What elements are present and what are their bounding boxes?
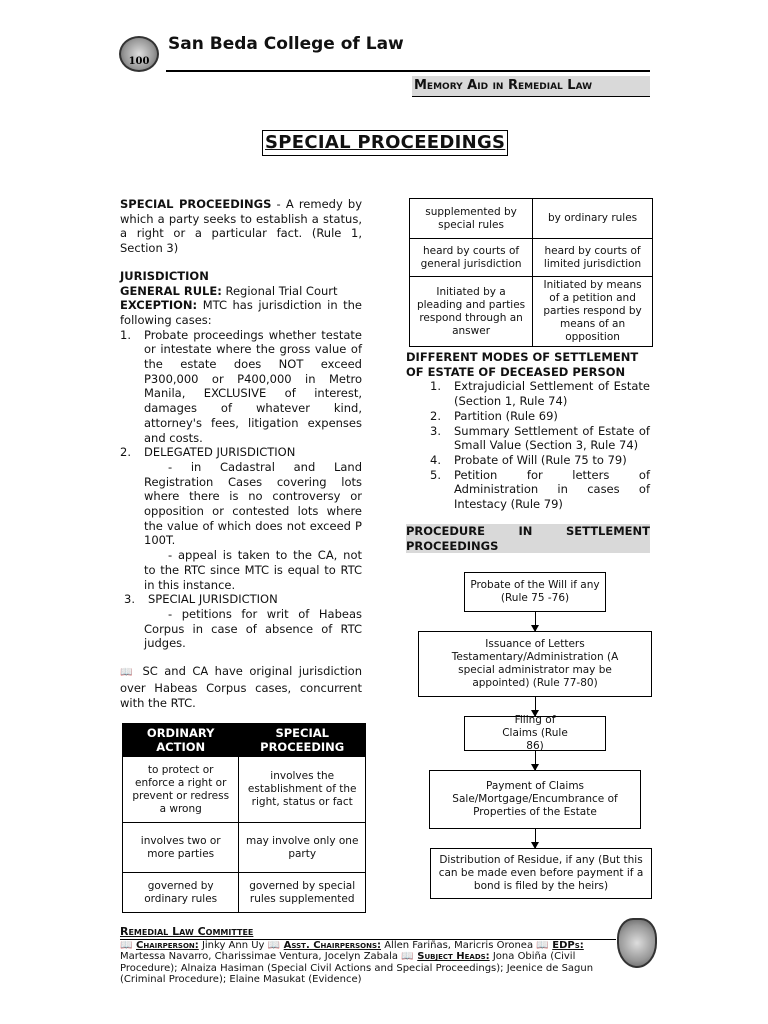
list-item-text: SPECIAL JURISDICTION bbox=[148, 592, 278, 607]
table-cell: involves the establishment of the right, status or fact bbox=[239, 757, 366, 823]
flow-arrow bbox=[535, 829, 536, 848]
note-paragraph bbox=[120, 664, 362, 710]
table-cell: Initiated by a pleading and parties respond through an answer bbox=[410, 277, 533, 347]
comparison-table-1 bbox=[122, 723, 366, 913]
list-item bbox=[120, 328, 362, 446]
modes-heading: DIFFERENT MODES OF SETTLEMENT OF ESTATE OF DECEASED PERSON bbox=[406, 350, 639, 379]
flow-step-letters: Issuance of Letters Testamentary/Administration (A special administrator may be appointed) (Rule 77-80) bbox=[418, 631, 652, 697]
general-rule bbox=[120, 284, 362, 299]
table-cell: Initiated by means of a petition and parties respond by means of an opposition bbox=[533, 277, 653, 347]
list-item bbox=[430, 468, 650, 512]
definition-paragraph bbox=[120, 197, 362, 256]
general-rule-text: Regional Trial Court bbox=[221, 283, 338, 298]
table-cell: by ordinary rules bbox=[533, 199, 653, 239]
general-rule-label: GENERAL RULE: bbox=[120, 283, 222, 298]
table-cell: governed by special rules supplemented bbox=[239, 873, 366, 913]
exception bbox=[120, 298, 362, 327]
list-item bbox=[430, 453, 650, 468]
chair-name: Jinky Ann Uy bbox=[198, 939, 268, 951]
asst-names: Allen Fariñas, Maricris Oronea bbox=[381, 939, 537, 951]
procedure-heading: PROCEDURE IN SETTLEMENT PROCEEDINGS bbox=[406, 524, 650, 553]
heads-names: Jona Obiña (Civil Procedure); Alnaiza Hasiman (Special Civil Actions and Special Proceedings); Jeenice de Sagun (Criminal Procedure); Elaine Masukat (Evidence) bbox=[120, 951, 594, 985]
delegated-detail-b: - appeal is taken to the CA, not to the RTC since MTC is equal to RTC in this instance. bbox=[144, 548, 362, 592]
left-column bbox=[120, 197, 362, 710]
list-number: 2. bbox=[120, 445, 131, 460]
flow-step-probate: Probate of the Will if any (Rule 75 -76) bbox=[464, 572, 606, 612]
college-seal-logo bbox=[119, 36, 159, 72]
table-header: SPECIAL PROCEEDING bbox=[239, 724, 366, 757]
asst-label: Asst. Chairpersons: bbox=[283, 939, 382, 951]
book-icon: 📖 bbox=[401, 951, 414, 962]
list-item bbox=[120, 445, 362, 460]
table-cell: governed by ordinary rules bbox=[123, 873, 239, 913]
book-icon: 📖 bbox=[120, 939, 133, 951]
exception-text: MTC has jurisdiction in the following cases: bbox=[120, 298, 362, 327]
book-icon: 📖 bbox=[267, 939, 281, 951]
special-detail: - petitions for writ of Habeas Corpus in case of absence of RTC judges. bbox=[144, 606, 362, 651]
exception-label: EXCEPTION: bbox=[120, 298, 198, 313]
heads-label: Subject Heads: bbox=[417, 951, 490, 962]
edp-names: Martessa Navarro, Charissimae Ventura, Jocelyn Zabala bbox=[120, 951, 402, 962]
note-text: SC and CA have original jurisdiction over Habeas Corpus cases, concurrent with the RTC. bbox=[120, 664, 362, 710]
list-number: 1. bbox=[430, 379, 441, 394]
footer bbox=[120, 926, 660, 986]
list-item-text: DELEGATED JURISDICTION bbox=[144, 445, 296, 460]
flow-arrow bbox=[535, 612, 536, 631]
list-item-text: Petition for letters of Administration in cases of Intestacy (Rule 79) bbox=[454, 467, 650, 512]
flow-step-distribution: Distribution of Residue, if any (But this can be made even before payment if a bond is filed by the heirs) bbox=[430, 848, 652, 899]
list-number: 4. bbox=[430, 452, 441, 467]
flow-step-claims: Filing of Claims (Rule 86) bbox=[464, 716, 606, 751]
list-item bbox=[430, 379, 650, 408]
table-cell: involves two or more parties bbox=[123, 823, 239, 873]
flow-step-payment: Payment of Claims Sale/Mortgage/Encumbrance of Properties of the Estate bbox=[429, 770, 641, 829]
list-item-text: Probate of Will (Rule 75 to 79) bbox=[454, 452, 627, 467]
list-number: 3. bbox=[430, 423, 441, 438]
delegated-detail-a: - in Cadastral and Land Registration Cases covering lots where there is no controversy or opposition or contested lots where the value of which does not exceed P 100T. bbox=[144, 459, 362, 548]
definition-text: - A remedy by which a party seeks to establish a status, a right or a particular fact. (Rule 1, Section 3) bbox=[120, 197, 362, 256]
flow-arrow bbox=[535, 751, 536, 770]
table-header: ORDINARY ACTION bbox=[123, 724, 239, 757]
seal-number: 100 bbox=[128, 56, 150, 67]
table-cell: may involve only one party bbox=[239, 823, 366, 873]
committee-members bbox=[120, 940, 660, 986]
page-title: SPECIAL PROCEEDINGS bbox=[262, 130, 508, 156]
memory-aid-rule bbox=[412, 96, 650, 97]
edp-label: EDPs: bbox=[552, 939, 584, 951]
list-number: 5. bbox=[430, 467, 441, 482]
memory-aid-banner: Memory Aid in Remedial Law bbox=[412, 76, 650, 96]
committee-name: Remedial Law Committee bbox=[120, 925, 254, 938]
college-name: San Beda College of Law bbox=[168, 34, 404, 54]
definition-term: SPECIAL PROCEEDINGS bbox=[120, 197, 272, 211]
modes-section bbox=[406, 350, 650, 512]
book-icon: 📖 bbox=[120, 667, 133, 679]
book-icon: 📖 bbox=[536, 939, 549, 951]
modes-list bbox=[406, 379, 650, 511]
header-rule bbox=[166, 70, 650, 72]
list-item-text: Summary Settlement of Estate of Small Value (Section 3, Rule 74) bbox=[454, 423, 650, 453]
list-item-text: Extrajudicial Settlement of Estate (Section 1, Rule 74) bbox=[454, 379, 650, 409]
list-item bbox=[120, 592, 362, 607]
list-item-text: Probate proceedings whether testate or intestate where the gross value of the estate does NOT exceed P300,000 or P400,000 in Metro Manila, EXCLUSIVE of interest, damages of whatever kind, attorney's fees, litigation expenses and costs. bbox=[144, 327, 362, 445]
list-item bbox=[430, 409, 650, 424]
table-cell: heard by courts of limited jurisdiction bbox=[533, 239, 653, 277]
list-item bbox=[430, 424, 650, 453]
jurisdiction-heading: JURISDICTION bbox=[120, 268, 209, 283]
table-cell: supplemented by special rules bbox=[410, 199, 533, 239]
chair-label: Chairperson: bbox=[136, 939, 199, 951]
footer-rule bbox=[120, 939, 616, 940]
table-cell: heard by courts of general jurisdiction bbox=[410, 239, 533, 277]
list-number: 2. bbox=[430, 408, 441, 423]
comparison-table-2 bbox=[409, 198, 653, 347]
list-number: 1. bbox=[120, 327, 131, 342]
table-cell: to protect or enforce a right or prevent or redress a wrong bbox=[123, 757, 239, 823]
list-item-text: Partition (Rule 69) bbox=[454, 408, 558, 423]
list-number: 3. bbox=[124, 592, 135, 607]
